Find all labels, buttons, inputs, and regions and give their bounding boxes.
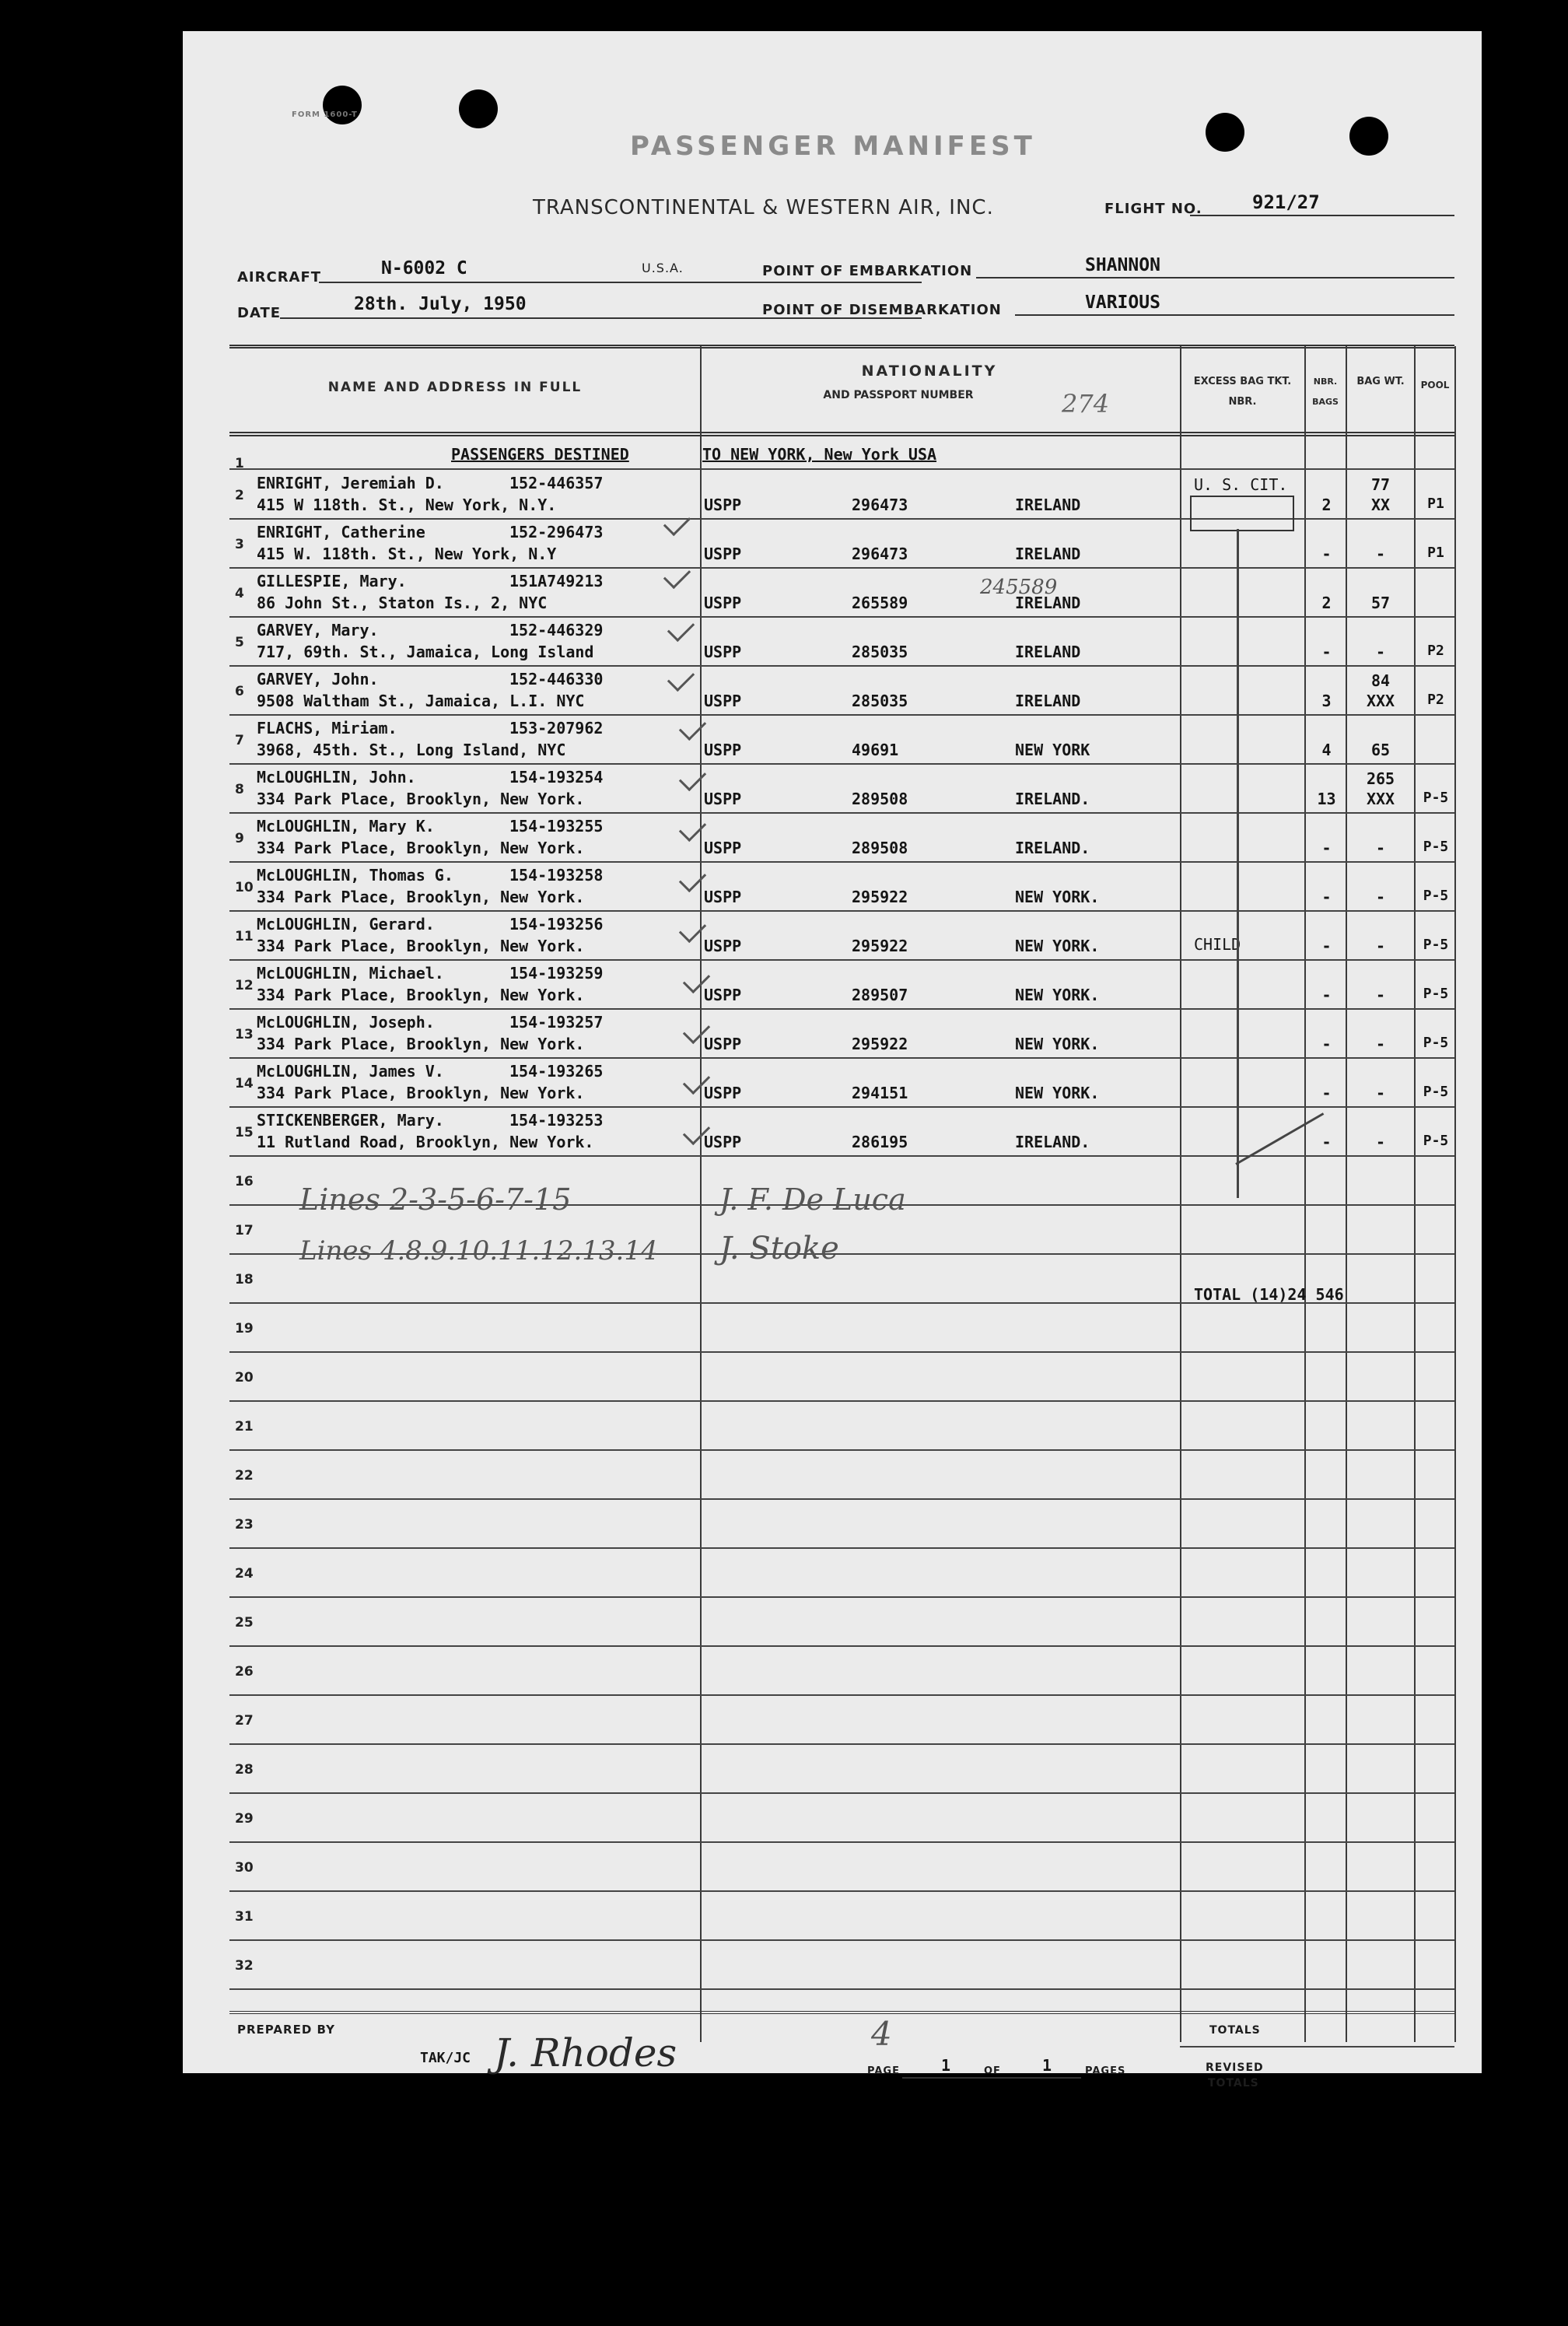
row-number: 7: [235, 733, 244, 748]
bag-weight-top: 84: [1370, 671, 1391, 690]
ticket-number: 153-207962: [509, 719, 604, 737]
nationality-code: USPP: [704, 496, 742, 514]
flight-label: FLIGHT NO.: [1104, 201, 1202, 217]
row-number: 1: [235, 456, 244, 471]
row-rule: [229, 1351, 1454, 1353]
handwritten-lines-a: Lines 2-3-5-6-7-15: [299, 1182, 572, 1217]
row-number: 13: [235, 1027, 254, 1042]
row-number: 8: [235, 782, 244, 797]
table-row: [183, 765, 1482, 814]
ticket-number: 154-193259: [509, 964, 604, 983]
passenger-name: STICKENBERGER, Mary.: [257, 1111, 444, 1130]
col-header-weight: BAG WT.: [1356, 376, 1405, 387]
aircraft-value: N-6002 C: [381, 258, 467, 278]
passport-number: 296473: [852, 545, 908, 563]
pool-code: P-5: [1423, 1035, 1449, 1051]
row-rule: [229, 1498, 1454, 1500]
ticket-number: 154-193254: [509, 768, 604, 786]
pages-label: PAGES: [1085, 2065, 1126, 2077]
bag-count: -: [1321, 986, 1332, 1004]
passenger-name: GARVEY, Mary.: [257, 621, 379, 639]
row-rule: [229, 1939, 1454, 1941]
bag-weight: -: [1375, 545, 1386, 563]
country: U.S.A.: [642, 261, 684, 275]
table-row: [183, 961, 1482, 1010]
pool-code: P2: [1427, 692, 1444, 708]
country-of-origin: IRELAND: [1015, 692, 1081, 710]
ticket-number: 152-446357: [509, 474, 604, 492]
passport-number: 294151: [852, 1084, 908, 1102]
row-number: 5: [235, 635, 244, 650]
nationality-code: USPP: [704, 643, 742, 661]
row-number: 6: [235, 684, 244, 699]
bag-count: -: [1321, 643, 1332, 661]
totals-rule: [1180, 2046, 1454, 2048]
passport-number: 286195: [852, 1133, 908, 1151]
passport-number: 295922: [852, 1035, 908, 1053]
nationality-code: USPP: [704, 1035, 742, 1053]
row-rule: [229, 1743, 1454, 1745]
bag-count: 3: [1321, 692, 1332, 710]
pool-code: P1: [1427, 496, 1444, 512]
disembark-underline: [1015, 314, 1454, 316]
row-number: 30: [235, 1860, 254, 1876]
col-header-excess: EXCESS BAG TKT. NBR.: [1193, 376, 1292, 408]
row-number: 29: [235, 1811, 254, 1827]
country-of-origin: NEW YORK: [1015, 741, 1090, 759]
bag-weight: XXX: [1366, 790, 1395, 808]
row-rule: [229, 1155, 1454, 1157]
nationality-code: USPP: [704, 594, 742, 612]
passenger-address: 334 Park Place, Brooklyn, New York.: [257, 790, 585, 808]
passenger-name: McLOUGHLIN, Joseph.: [257, 1013, 435, 1032]
ticket-number: 154-193256: [509, 915, 604, 934]
row-rule: [229, 1841, 1454, 1843]
row-number: 14: [235, 1076, 254, 1091]
pool-code: P-5: [1423, 888, 1449, 904]
row-number: 9: [235, 831, 244, 846]
country-of-origin: IRELAND: [1015, 643, 1081, 661]
aircraft-underline: [319, 282, 922, 283]
ticket-number: 154-193253: [509, 1111, 604, 1130]
ticket-number: 154-193255: [509, 817, 604, 835]
handwritten-signature-a: J. F. De Luca: [719, 1182, 906, 1217]
flight-underline: [1190, 215, 1454, 216]
nationality-code: USPP: [704, 888, 742, 906]
passenger-address: 334 Park Place, Brooklyn, New York.: [257, 839, 585, 857]
passport-number: 295922: [852, 888, 908, 906]
row-number: 20: [235, 1370, 254, 1385]
row-number: 10: [235, 880, 254, 895]
col-header-pool: POOL: [1420, 380, 1450, 391]
prepared-signature: J. Rhodes: [494, 2030, 677, 2076]
nationality-code: USPP: [704, 741, 742, 759]
bag-count: -: [1321, 839, 1332, 857]
passenger-name: McLOUGHLIN, Mary K.: [257, 817, 435, 835]
row-number: 22: [235, 1468, 254, 1484]
passport-number: 289508: [852, 839, 908, 857]
bag-count: -: [1321, 545, 1332, 563]
passenger-address: 11 Rutland Road, Brooklyn, New York.: [257, 1133, 594, 1151]
bag-count: 2: [1321, 594, 1332, 612]
page-number: 1: [941, 2056, 951, 2075]
page-mark: 4: [871, 2015, 892, 2053]
row-number: 25: [235, 1615, 254, 1631]
row-rule: [229, 1792, 1454, 1794]
country-of-origin: IRELAND.: [1015, 1133, 1090, 1151]
bag-weight: XX: [1370, 496, 1391, 514]
passenger-name: ENRIGHT, Catherine: [257, 523, 425, 541]
table-row: [183, 814, 1482, 863]
handwritten-lines-b: Lines 4.8.9.10.11.12.13.14: [299, 1235, 658, 1266]
passenger-name: McLOUGHLIN, Gerard.: [257, 915, 435, 934]
row-number: 17: [235, 1223, 254, 1238]
pool-code: P2: [1427, 643, 1444, 659]
revised-totals-label: TOTALS: [1208, 2077, 1259, 2090]
passenger-address: 334 Park Place, Brooklyn, New York.: [257, 937, 585, 955]
row-number: 4: [235, 586, 244, 601]
table-row: [183, 1010, 1482, 1059]
row-number: 15: [235, 1125, 254, 1140]
ticket-number: 151A749213: [509, 572, 604, 590]
row-rule: [229, 468, 1454, 470]
disembark-value: VARIOUS: [1085, 293, 1160, 313]
pool-code: P-5: [1423, 1133, 1449, 1149]
country-of-origin: NEW YORK.: [1015, 1084, 1100, 1102]
bag-weight: 57: [1370, 594, 1391, 612]
nationality-code: USPP: [704, 545, 742, 563]
embark-label: POINT OF EMBARKATION: [762, 263, 973, 279]
passenger-address: 717, 69th. St., Jamaica, Long Island: [257, 643, 594, 661]
destination-text-a: PASSENGERS DESTINED: [451, 445, 629, 464]
bag-count: -: [1321, 1035, 1332, 1053]
col-header-name: NAME AND ADDRESS IN FULL: [327, 380, 583, 395]
country-of-origin: NEW YORK.: [1015, 888, 1100, 906]
prepared-initials: TAK/JC: [420, 2050, 471, 2066]
passport-number: 265589: [852, 594, 908, 612]
row-rule: [229, 1596, 1454, 1598]
nationality-code: USPP: [704, 790, 742, 808]
bag-count: -: [1321, 937, 1332, 955]
row-rule: [229, 1988, 1454, 1990]
of-label: OF: [984, 2065, 1001, 2077]
col-header-bags: NBR. BAGS: [1312, 377, 1339, 407]
ticket-number: 152-446330: [509, 670, 604, 688]
passenger-name: McLOUGHLIN, Thomas G.: [257, 866, 453, 885]
punch-hole: [459, 89, 498, 128]
page-total: 1: [1042, 2056, 1052, 2075]
passenger-address: 415 W 118th. St., New York, N.Y.: [257, 496, 557, 514]
country-of-origin: NEW YORK.: [1015, 937, 1100, 955]
passport-number: 295922: [852, 937, 908, 955]
row-number: 3: [235, 537, 244, 552]
row-number: 16: [235, 1174, 254, 1189]
ticket-number: 152-446329: [509, 621, 604, 639]
passenger-address: 3968, 45th. St., Long Island, NYC: [257, 741, 566, 759]
row-rule: [229, 1547, 1454, 1549]
passport-number: 289507: [852, 986, 908, 1004]
bag-count: 2: [1321, 496, 1332, 514]
row-number: 27: [235, 1713, 254, 1729]
page-title: PASSENGER MANIFEST: [630, 131, 1036, 162]
page-underline: [902, 2077, 1081, 2079]
footer-rule: [229, 2011, 1454, 2014]
us-citizen-box: [1190, 496, 1294, 531]
country-of-origin: IRELAND: [1015, 545, 1081, 563]
row-rule: [229, 1645, 1454, 1647]
passenger-name: GILLESPIE, Mary.: [257, 572, 407, 590]
bag-weight: -: [1375, 643, 1386, 661]
pool-code: P-5: [1423, 790, 1449, 806]
row-number: 2: [235, 488, 244, 503]
pool-code: P-5: [1423, 1084, 1449, 1100]
disembark-label: POINT OF DISEMBARKATION: [762, 302, 1002, 318]
row-number: 21: [235, 1419, 254, 1434]
table-row: [183, 618, 1482, 667]
row-number: 26: [235, 1664, 254, 1680]
bag-weight: -: [1375, 986, 1386, 1004]
country-of-origin: NEW YORK.: [1015, 1035, 1100, 1053]
passport-number: 285035: [852, 692, 908, 710]
table-row: [183, 569, 1482, 618]
bracket-line: [1237, 529, 1239, 1198]
excess-bag-note: U. S. CIT.: [1194, 475, 1288, 494]
passport-number: 49691: [852, 741, 899, 759]
passport-number: 296473: [852, 496, 908, 514]
row-rule: [229, 1449, 1454, 1451]
airline-name: TRANSCONTINENTAL & WESTERN AIR, INC.: [533, 196, 994, 219]
ticket-number: 154-193257: [509, 1013, 604, 1032]
bag-count: 13: [1317, 790, 1336, 808]
date-label: DATE: [237, 305, 282, 321]
pool-code: P-5: [1423, 986, 1449, 1002]
bag-weight: -: [1375, 1084, 1386, 1102]
table-row: [183, 863, 1482, 912]
nationality-code: USPP: [704, 1084, 742, 1102]
bag-weight: -: [1375, 888, 1386, 906]
row-rule: [229, 1890, 1454, 1892]
ticket-number: 152-296473: [509, 523, 604, 541]
passenger-address: 334 Park Place, Brooklyn, New York.: [257, 888, 585, 906]
table-header-rule: [229, 432, 1454, 436]
passenger-name: ENRIGHT, Jeremiah D.: [257, 474, 444, 492]
country-of-origin: IRELAND.: [1015, 790, 1090, 808]
passenger-address: 334 Park Place, Brooklyn, New York.: [257, 986, 585, 1004]
bag-weight: -: [1375, 937, 1386, 955]
page-label: PAGE: [867, 2065, 900, 2077]
table-row: [183, 1059, 1482, 1108]
country-of-origin: IRELAND: [1015, 594, 1081, 612]
row-rule: [229, 1694, 1454, 1696]
table-row: [183, 716, 1482, 765]
row-number: 19: [235, 1321, 254, 1336]
row-number: 24: [235, 1566, 254, 1582]
bag-weight: 65: [1370, 741, 1391, 759]
revised-label: REVISED: [1206, 2062, 1264, 2074]
nationality-code: USPP: [704, 839, 742, 857]
bag-count: -: [1321, 888, 1332, 906]
bag-count: -: [1321, 1133, 1332, 1151]
passport-correction: 245589: [980, 576, 1058, 599]
date-value: 28th. July, 1950: [354, 294, 527, 314]
ticket-number: 154-193258: [509, 866, 604, 885]
row-number: 28: [235, 1762, 254, 1778]
bag-weight: XXX: [1366, 692, 1395, 710]
nationality-code: USPP: [704, 1133, 742, 1151]
embark-value: SHANNON: [1085, 255, 1160, 275]
manifest-sheet: [183, 31, 1482, 2090]
passenger-address: 415 W. 118th. St., New York, N.Y: [257, 545, 557, 563]
embark-underline: [976, 277, 1454, 278]
pool-code: P-5: [1423, 937, 1449, 953]
passenger-name: McLOUGHLIN, James V.: [257, 1062, 444, 1081]
row-number: 32: [235, 1958, 254, 1974]
table-row: [183, 912, 1482, 961]
row-rule: [229, 1400, 1454, 1402]
col-header-nationality: NATIONALITY: [861, 363, 998, 380]
country-of-origin: IRELAND.: [1015, 839, 1090, 857]
bag-weight-top: 265: [1366, 769, 1395, 788]
passport-number: 289508: [852, 790, 908, 808]
excess-bag-note: CHILD: [1194, 935, 1241, 954]
punch-hole: [1349, 117, 1388, 156]
bag-weight: -: [1375, 1133, 1386, 1151]
bag-weight: -: [1375, 1035, 1386, 1053]
table-top-rule: [229, 345, 1454, 349]
country-of-origin: IRELAND: [1015, 496, 1081, 514]
handwritten-signature-b: J. Stoke: [719, 1231, 839, 1266]
row-number: 23: [235, 1517, 254, 1533]
pool-code: P1: [1427, 545, 1444, 561]
bag-count: 4: [1321, 741, 1332, 759]
passenger-address: 334 Park Place, Brooklyn, New York.: [257, 1035, 585, 1053]
passenger-name: GARVEY, John.: [257, 670, 379, 688]
nationality-code: USPP: [704, 692, 742, 710]
passenger-address: 86 John St., Staton Is., 2, NYC: [257, 594, 548, 612]
bag-weight-top: 77: [1370, 475, 1391, 494]
bag-weight: -: [1375, 839, 1386, 857]
pool-code: P-5: [1423, 839, 1449, 855]
punch-hole: [1206, 113, 1244, 152]
bag-count: -: [1321, 1084, 1332, 1102]
passenger-name: McLOUGHLIN, John.: [257, 768, 416, 786]
prepared-by-label: PREPARED BY: [237, 2023, 335, 2037]
passenger-name: FLACHS, Miriam.: [257, 719, 397, 737]
destination-text-b: TO NEW YORK, New York USA: [702, 445, 937, 464]
row-number: 12: [235, 978, 254, 993]
flight-number: 921/27: [1252, 191, 1320, 213]
form-number: FORM 1600-T: [292, 110, 358, 119]
table-row: [183, 667, 1482, 716]
total-value: TOTAL (14)24 546: [1194, 1285, 1344, 1304]
passport-number: 285035: [852, 643, 908, 661]
nationality-code: USPP: [704, 937, 742, 955]
aircraft-label: AIRCRAFT: [237, 269, 322, 285]
row-number: 11: [235, 929, 254, 944]
passenger-address: 334 Park Place, Brooklyn, New York.: [257, 1084, 585, 1102]
row-number: 18: [235, 1272, 254, 1287]
country-of-origin: NEW YORK.: [1015, 986, 1100, 1004]
passport-note: 274: [1062, 389, 1110, 419]
ticket-number: 154-193265: [509, 1062, 604, 1081]
totals-label: TOTALS: [1209, 2024, 1261, 2037]
col-header-passport: AND PASSPORT NUMBER: [823, 389, 974, 401]
nationality-code: USPP: [704, 986, 742, 1004]
passenger-name: McLOUGHLIN, Michael.: [257, 964, 444, 983]
row-number: 31: [235, 1909, 254, 1925]
passenger-address: 9508 Waltham St., Jamaica, L.I. NYC: [257, 692, 585, 710]
